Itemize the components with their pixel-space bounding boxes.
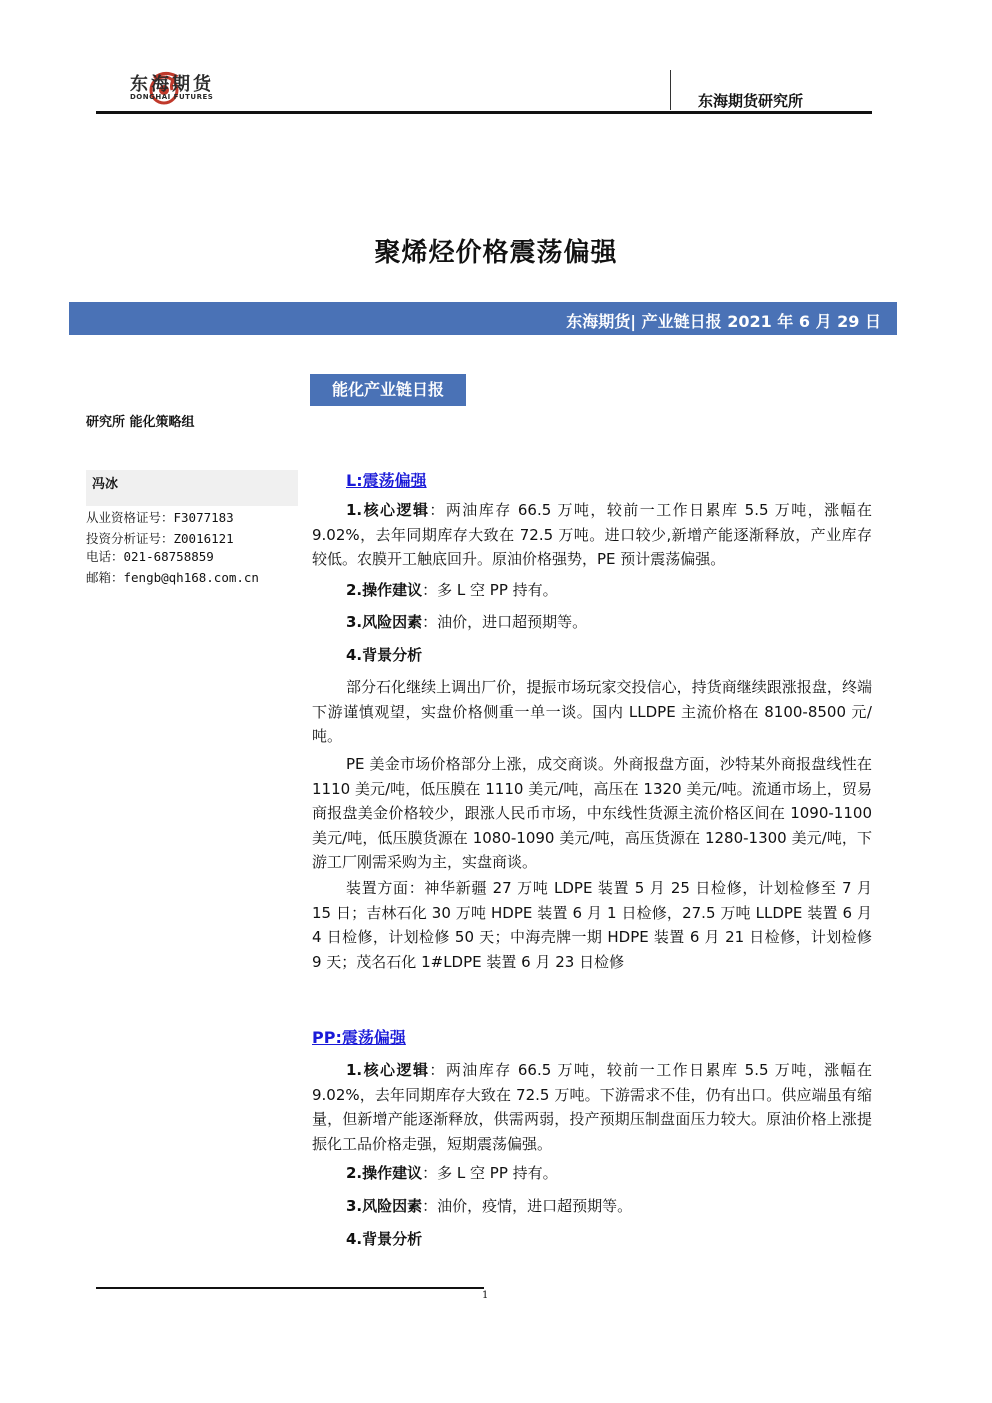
pp-risk-text: ：油价，疫情，进口超预期等。 [422,1197,633,1215]
pp-suggestion-text: ：多 L 空 PP 持有。 [422,1164,558,1182]
institute-name: 东海期货研究所 [698,92,804,110]
author-name: 冯冰 [92,477,119,492]
author-box [86,470,298,506]
department-label: 研究所 能化策略组 [86,415,195,430]
pp-suggestion-label: 2.操作建议 [346,1164,423,1182]
pp-core-logic-label: 1.核心逻辑 [346,1061,430,1079]
report-category-tag: 能化产业链日报 [310,374,466,406]
pp-core-logic-text: ：两油库存 66.5 万吨，较前一工作日累库 5.5 万吨，涨幅在 9.02%，去年同期库存大致在 72.5 万吨。下游需求不佳，仍有出口。供应端虽有缩量，但新增产能逐渐释放，供需两弱，投产预期压制盘面压力较大。原油价格上涨提振化工品价格走强，短期震荡偏强。 [312,1061,873,1153]
pp-core-logic [312,1058,872,1156]
l-background-para-3: 装置方面：神华新疆 27 万吨 LDPE 装置 5 月 25 日检修，计划检修至 7 月 15 日；吉林石化 30 万吨 HDPE 装置 6 月 1 日检修，27.5 万吨 LLDPE 装置 6 月 4 日检修，计划检修 50 天；中海壳牌一期 HDPE 装置 6 月 21 日检修，计划检修 9 天；茂名石化 1#LDPE 装置 6 月 23 日检修 [312,879,872,971]
header-rule [96,111,872,114]
contact-analyst-license: 投资分析证号：Z0016121 [86,531,234,546]
l-core-logic-text: ：两油库存 66.5 万吨，较前一工作日累库 5.5 万吨，涨幅在 9.02%，去年同期库存大致在 72.5 万吨。进口较少,新增产能逐渐释放，产业库存较低。农膜开工触底回升。原油价格强势，PE 预计震荡偏强。 [312,501,873,568]
l-background-para-2: PE 美金市场价格部分上涨，成交商谈。外商报盘方面，沙特某外商报盘线性在 1110 美元/吨，低压膜在 1110 美元/吨，高压在 1320 美元/吨。流通市场上，贸易商报盘美金价格较少，跟涨人民币市场，中东线性货源主流价格区间在 1090-1100 美元/吨，低压膜货源在 1080-1090 美元/吨，高压货源在 1280-1300 美元/吨，下游工厂刚需采购为主，实盘商谈。 [312,755,872,871]
l-core-logic-label: 1.核心逻辑 [346,501,430,519]
l-background-para-1: 部分石化继续上调出厂价，提振市场玩家交投信心，持货商继续跟涨报盘，终端下游谨慎观望，实盘价格侧重一单一谈。国内 LLDPE 主流价格在 8100-8500 元/吨。 [312,678,872,745]
l-suggestion-label: 2.操作建议 [346,581,423,599]
l-background-label: 4.背景分析 [346,646,423,664]
report-band-text: 东海期货| 产业链日报 2021 年 6 月 29 日 [566,312,881,331]
pp-risk-label: 3.风险因素 [346,1197,423,1215]
l-core-logic [312,498,872,572]
l-suggestion-text: ：多 L 空 PP 持有。 [422,581,558,599]
logo-text: 东海期货 [130,74,214,95]
l-risk [312,610,872,635]
l-risk-label: 3.风险因素 [346,613,423,631]
footer-rule [96,1287,484,1289]
pp-background-heading [312,1227,872,1252]
logo-subtext: DONGHAI FUTURES [130,93,214,101]
section-heading-pp[interactable]: PP:震荡偏强 [312,1028,406,1047]
pp-background-label: 4.背景分析 [346,1230,423,1248]
document-title: 聚烯烃价格震荡偏强 [374,238,618,268]
report-band [69,302,897,335]
contact-phone: 电话：021-68758859 [86,549,214,564]
pp-suggestion [312,1161,872,1186]
header-divider [670,70,671,110]
contact-license: 从业资格证号：F3077183 [86,510,234,525]
l-suggestion [312,578,872,603]
page-number: 1 [482,1290,489,1301]
pp-risk [312,1194,872,1219]
l-risk-text: ：油价，进口超预期等。 [422,613,588,631]
contact-email[interactable]: 邮箱：fengb@qh168.com.cn [86,570,259,585]
section-heading-l[interactable]: L:震荡偏强 [346,471,427,490]
l-background-heading [312,643,872,668]
